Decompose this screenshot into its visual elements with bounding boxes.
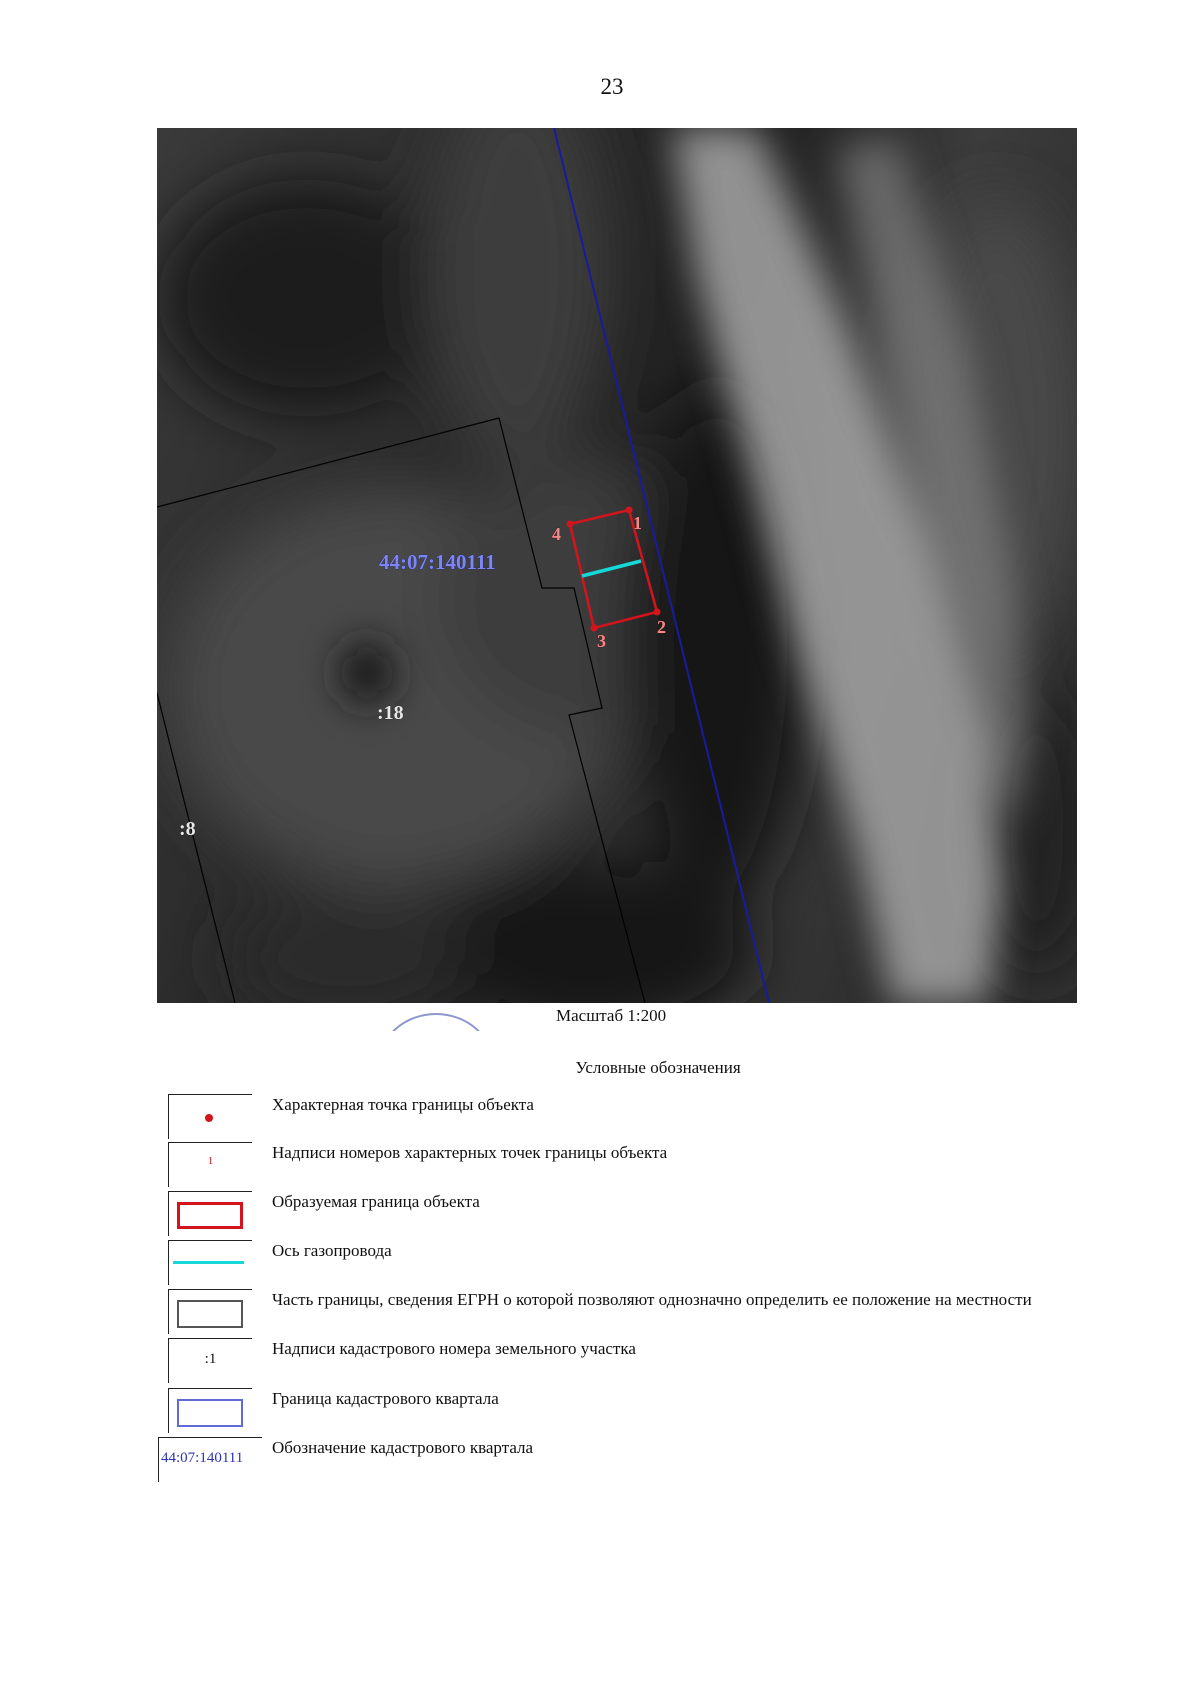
legend-text: Образуемая граница объекта bbox=[272, 1192, 480, 1211]
parcel-number-sample: :1 bbox=[204, 1351, 217, 1367]
legend-swatch-blue-rectangle bbox=[168, 1388, 252, 1433]
page-number: 23 bbox=[600, 74, 624, 99]
legend-swatch-red-dot bbox=[168, 1094, 252, 1139]
legend-swatch-quarter-number bbox=[158, 1437, 262, 1482]
parcel-label-18: :18 bbox=[377, 702, 404, 724]
red-dot-icon bbox=[205, 1114, 213, 1122]
blue-rectangle-icon bbox=[177, 1399, 243, 1427]
legend-text: Граница кадастрового квартала bbox=[272, 1389, 499, 1408]
legend-text: Обозначение кадастрового квартала bbox=[272, 1438, 534, 1457]
point-label-3: 3 bbox=[597, 631, 606, 651]
cadastral-map[interactable] bbox=[157, 128, 1077, 1003]
legend-swatch-gray-rectangle bbox=[168, 1289, 252, 1334]
legend-text: Характерная точка границы объекта bbox=[272, 1095, 534, 1114]
legend-text: Часть границы, сведения ЕГРН о которой позволяют однозначно определить ее положение на местности bbox=[272, 1290, 1032, 1309]
point-marker-4 bbox=[567, 521, 574, 528]
point-label-1: 1 bbox=[633, 513, 642, 533]
red-rectangle-icon bbox=[177, 1202, 243, 1229]
point-marker-1 bbox=[626, 507, 633, 514]
legend-swatch-red-rectangle bbox=[168, 1191, 252, 1236]
parcel-label-8: :8 bbox=[179, 818, 196, 840]
point-marker-2 bbox=[654, 609, 661, 616]
point-label-2: 2 bbox=[657, 617, 666, 637]
legend-text: Надписи кадастрового номера земельного участка bbox=[272, 1339, 636, 1358]
quarter-number-sample: 44:07:140111 bbox=[161, 1450, 244, 1466]
legend-swatch-parcel-number bbox=[168, 1338, 252, 1383]
cyan-line-icon bbox=[173, 1261, 244, 1264]
legend-text: Ось газопровода bbox=[272, 1241, 392, 1260]
point-label-4: 4 bbox=[552, 524, 561, 544]
point-number-sample: 1 bbox=[207, 1155, 214, 1167]
map-scale: Масштаб 1:200 bbox=[556, 1006, 667, 1025]
legend-swatch-point-number bbox=[168, 1142, 252, 1187]
map-canvas bbox=[157, 128, 1077, 1003]
legend-text: Надписи номеров характерных точек границы объекта bbox=[272, 1143, 668, 1162]
legend-title: Условные обозначения bbox=[575, 1058, 741, 1077]
gray-rectangle-icon bbox=[177, 1300, 243, 1328]
legend-swatch-cyan-line bbox=[168, 1240, 252, 1285]
stamp-edge bbox=[378, 1013, 494, 1031]
cadastral-quarter-label: 44:07:140111 bbox=[379, 550, 496, 574]
